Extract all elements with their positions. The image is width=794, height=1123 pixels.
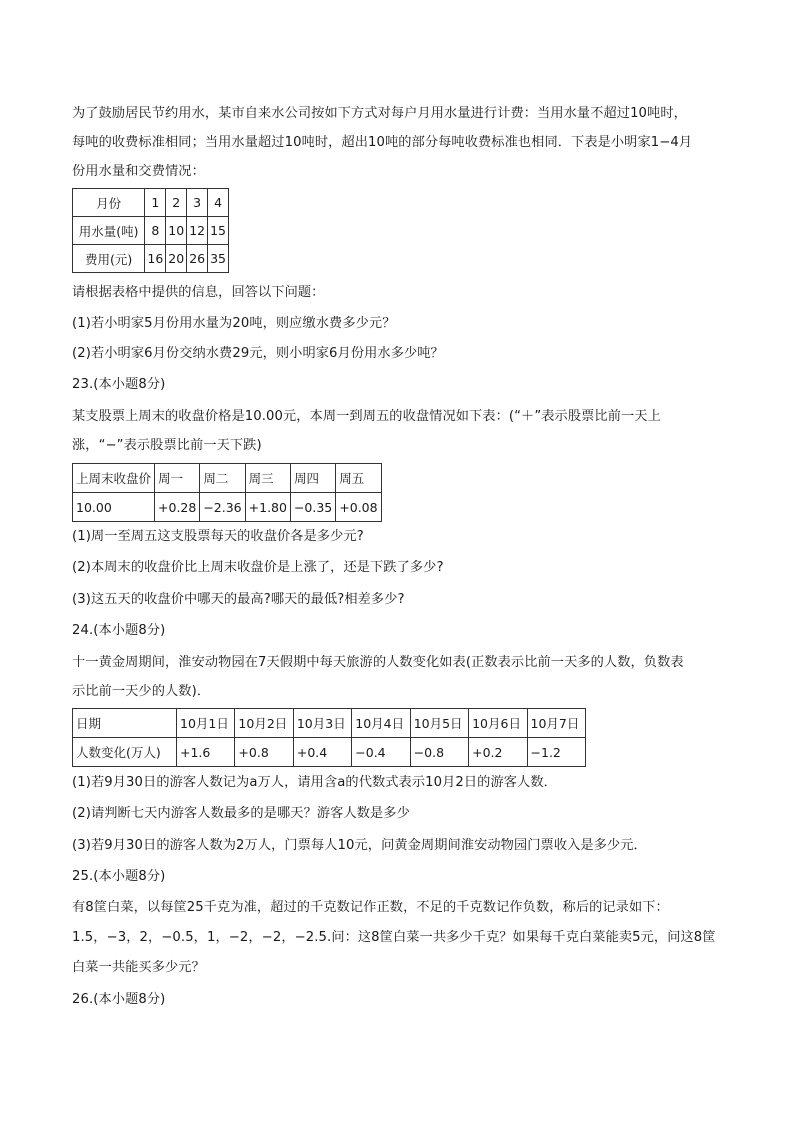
q22-question-1: (1)若小明家5月份用水量为20吨，则应缴水费多少元？ [72, 316, 396, 331]
table-cell: +0.08 [336, 493, 381, 522]
table-cell: +0.8 [235, 738, 293, 767]
table-header-cell: 周二 [200, 464, 245, 493]
q22-intro-line-2: 每吨的收费标准相同；当用水量超过10吨时，超出10吨的部分每吨收费标准也相同．下表是小明家1−4月 [72, 135, 693, 150]
table-cell: 26 [187, 245, 208, 273]
q23-question-1: (1)周一至周五这支股票每天的收盘价各是多少元? [72, 529, 364, 544]
table-row-label: 用水量(吨) [73, 217, 145, 245]
table-row [73, 217, 229, 245]
table-row [73, 464, 382, 493]
table-header-cell: 日期 [73, 709, 177, 738]
table-header-cell: 10月4日 [352, 709, 410, 738]
table-cell: +1.80 [245, 493, 290, 522]
table-cell: 10.00 [73, 493, 155, 522]
table-cell: +0.28 [155, 493, 200, 522]
table-cell: −2.36 [200, 493, 245, 522]
table-header-cell: 周五 [336, 464, 381, 493]
table-header-cell: 月份 [73, 189, 145, 217]
table-header-cell: 10月5日 [410, 709, 468, 738]
q24-question-2: (2)请判断七天内游客人数最多的是哪天？游客人数是多少 [72, 806, 410, 821]
q23-question-3: (3)这五天的收盘价中哪天的最高?哪天的最低?相差多少? [72, 592, 405, 607]
table-cell: 15 [208, 217, 229, 245]
table-row [73, 709, 586, 738]
table-cell: 20 [166, 245, 187, 273]
table-header-cell: 10月1日 [177, 709, 235, 738]
table-cell: 35 [208, 245, 229, 273]
q25-line-1: 有8筐白菜，以每筐25千克为准，超过的千克数记作正数，不足的千克数记作负数，称后的记录如下： [72, 900, 669, 915]
table-header-cell: 1 [145, 189, 166, 217]
table-header-cell: 10月7日 [527, 709, 585, 738]
q23-intro-line-1: 某支股票上周末的收盘价格是10.00元，本周一到周五的收盘情况如下表：(“＋”表示股票比前一天上 [72, 409, 661, 424]
table-row [73, 493, 382, 522]
q24-question-1: (1)若9月30日的游客人数记为a万人，请用含a的代数式表示10月2日的游客人数． [72, 775, 557, 790]
table-header-cell: 10月3日 [293, 709, 351, 738]
table-cell: 8 [145, 217, 166, 245]
table-cell: −0.35 [290, 493, 335, 522]
q25-line-2: 1.5，−3，2，−0.5，1，−2，−2，−2.5.问：这8筐白菜一共多少千克？如果每千克白菜能卖5元，问这8筐 [72, 930, 716, 945]
table-row-label: 费用(元) [73, 245, 145, 273]
table-cell: 12 [187, 217, 208, 245]
q23-heading: 23.(本小题8分) [72, 377, 166, 392]
q23-question-2: (2)本周末的收盘价比上周末收盘价是上涨了，还是下跌了多少? [72, 560, 444, 575]
table-header-cell: 周四 [290, 464, 335, 493]
q22-intro-line-1: 为了鼓励居民节约用水，某市自来水公司按如下方式对每户月用水量进行计费：当用水量不超过10吨时， [72, 106, 687, 121]
stock-price-table [72, 463, 382, 522]
table-cell: −1.2 [527, 738, 585, 767]
table-row [73, 189, 229, 217]
table-cell: +0.4 [293, 738, 351, 767]
table-cell: +1.6 [177, 738, 235, 767]
q24-heading: 24.(本小题8分) [72, 623, 166, 638]
q22-question-2: (2)若小明家6月份交纳水费29元，则小明家6月份用水多少吨？ [72, 346, 444, 361]
table-header-cell: 周三 [245, 464, 290, 493]
q22-intro-line-3: 份用水量和交费情况： [72, 164, 205, 179]
table-header-cell: 2 [166, 189, 187, 217]
q24-intro-line-2: 示比前一天少的人数)． [72, 684, 211, 699]
q25-line-3: 白菜一共能买多少元？ [72, 960, 205, 975]
visitor-change-table [72, 708, 586, 767]
table-header-cell: 周一 [155, 464, 200, 493]
q25-heading: 25.(本小题8分) [72, 869, 166, 884]
q26-heading: 26.(本小题8分) [72, 992, 166, 1007]
table-cell: −0.8 [410, 738, 468, 767]
table-header-cell: 上周末收盘价 [73, 464, 155, 493]
q22-prompt: 请根据表格中提供的信息，回答以下问题： [72, 285, 325, 300]
table-header-cell: 10月2日 [235, 709, 293, 738]
table-row [73, 738, 586, 767]
q24-intro-line-1: 十一黄金周期间，淮安动物园在7天假期中每天旅游的人数变化如表(正数表示比前一天多的人数，负数表 [72, 655, 684, 670]
water-usage-table [72, 188, 229, 273]
q24-question-3: (3)若9月30日的游客人数为2万人，门票每人10元，问黄金周期间淮安动物园门票收入是多少元． [72, 838, 647, 853]
table-cell: −0.4 [352, 738, 410, 767]
table-header-cell: 3 [187, 189, 208, 217]
table-cell: 10 [166, 217, 187, 245]
table-cell: 16 [145, 245, 166, 273]
table-cell: +0.2 [469, 738, 527, 767]
table-row-label: 人数变化(万人) [73, 738, 177, 767]
q23-intro-line-2: 涨，“−”表示股票比前一天下跌) [72, 438, 262, 453]
table-header-cell: 4 [208, 189, 229, 217]
table-header-cell: 10月6日 [469, 709, 527, 738]
table-row [73, 245, 229, 273]
